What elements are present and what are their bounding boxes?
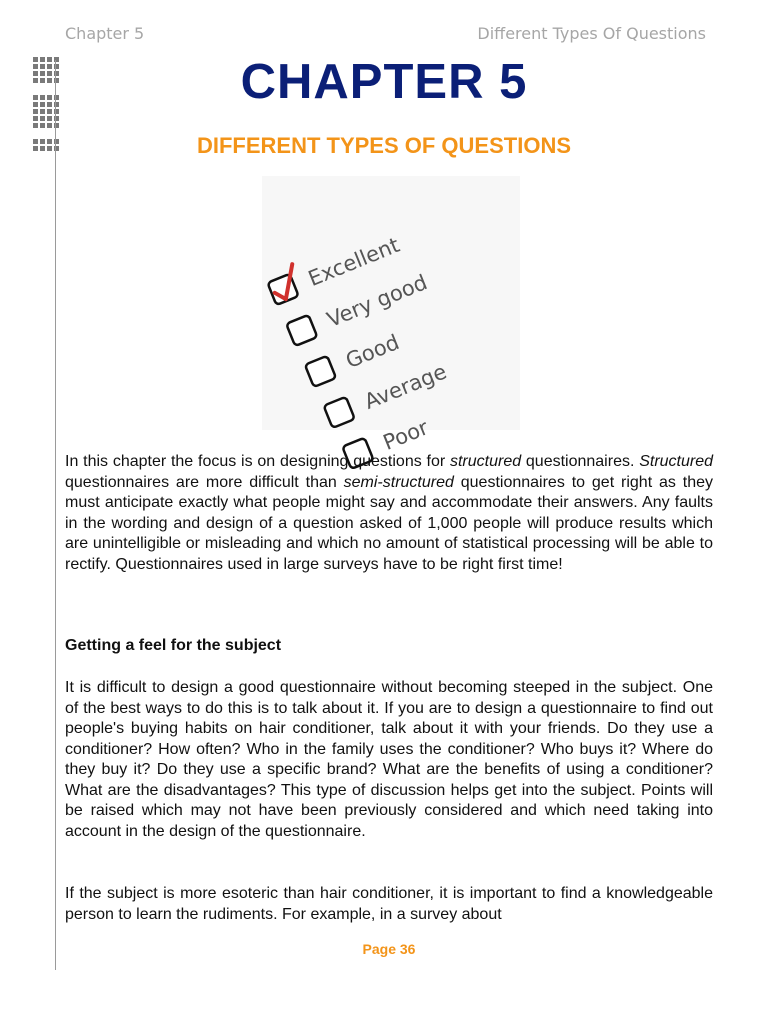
body-paragraph-feel: It is difficult to design a good questionnaire without becoming steeped in the subject. One of the best ways to do this is to talk about it. If you are to design a questionnaire to find out people's buying habits on hair conditioner, talk about it with your friends. Do they use a conditioner? How often? Who in the family uses the conditioner? Who buys it? Where do they buy it? Do they use a specific brand? What are the benefits of using a conditioner? What are the disadvantages? This type of discussion helps get into the subject. Points will be raised which may not have been previously considered and which need taking into account in the design of the questionnaire.	[65, 679, 713, 840]
grid-square	[33, 116, 38, 121]
section-heading: Getting a feel for the subject	[65, 637, 282, 654]
grid-square	[33, 123, 38, 128]
checkbox-icon	[305, 356, 336, 387]
grid-square	[47, 123, 52, 128]
emphasis-text: Structured	[639, 453, 714, 470]
paragraph-text: In this chapter the focus is on designing questions for	[65, 453, 450, 470]
running-header-title: Different Types Of Questions	[477, 24, 706, 43]
chapter-subtitle: DIFFERENT TYPES OF QUESTIONS	[196, 133, 572, 158]
rating-option-label: Poor	[379, 415, 432, 455]
checkbox-icon	[324, 397, 355, 428]
grid-square	[40, 116, 45, 121]
rating-option-label: Good	[342, 329, 403, 373]
checkbox-icon	[267, 274, 298, 305]
intro-paragraph	[65, 452, 713, 575]
grid-square	[47, 116, 52, 121]
checklist-graphic	[262, 176, 520, 455]
rating-checklist-illustration	[262, 176, 520, 455]
body-paragraph-esoteric: If the subject is more esoteric than hair conditioner, it is important to find a knowledgeable person to learn the rudiments. For example, in a survey about	[65, 885, 713, 923]
paragraph-text: questionnaires to get right as they must anticipate exactly what people might say and accommodate their answers. Any faults in the wording and design of a question asked of 1,000 people will produce results which are unintelligible or misleading and which no amount of statistical processing will be able to rectify. Questionnaires used in large surveys have to be right first time!	[65, 473, 714, 573]
rating-option-label: Excellent	[304, 232, 403, 292]
running-header-chapter: Chapter 5	[65, 24, 145, 43]
chapter-title: CHAPTER 5	[240, 55, 528, 109]
rating-option-label: Average	[361, 359, 450, 414]
emphasis-text: semi-structured	[343, 473, 454, 491]
grid-square	[40, 123, 45, 128]
page-number: Page 36	[362, 941, 416, 957]
margin-rule	[55, 60, 56, 970]
checkbox-icon	[286, 315, 317, 346]
emphasis-text: structured	[449, 453, 522, 470]
paragraph-text: questionnaires.	[521, 453, 640, 470]
rating-option-label: Very good	[323, 270, 431, 332]
paragraph-text: questionnaires are more difficult than	[65, 473, 344, 491]
